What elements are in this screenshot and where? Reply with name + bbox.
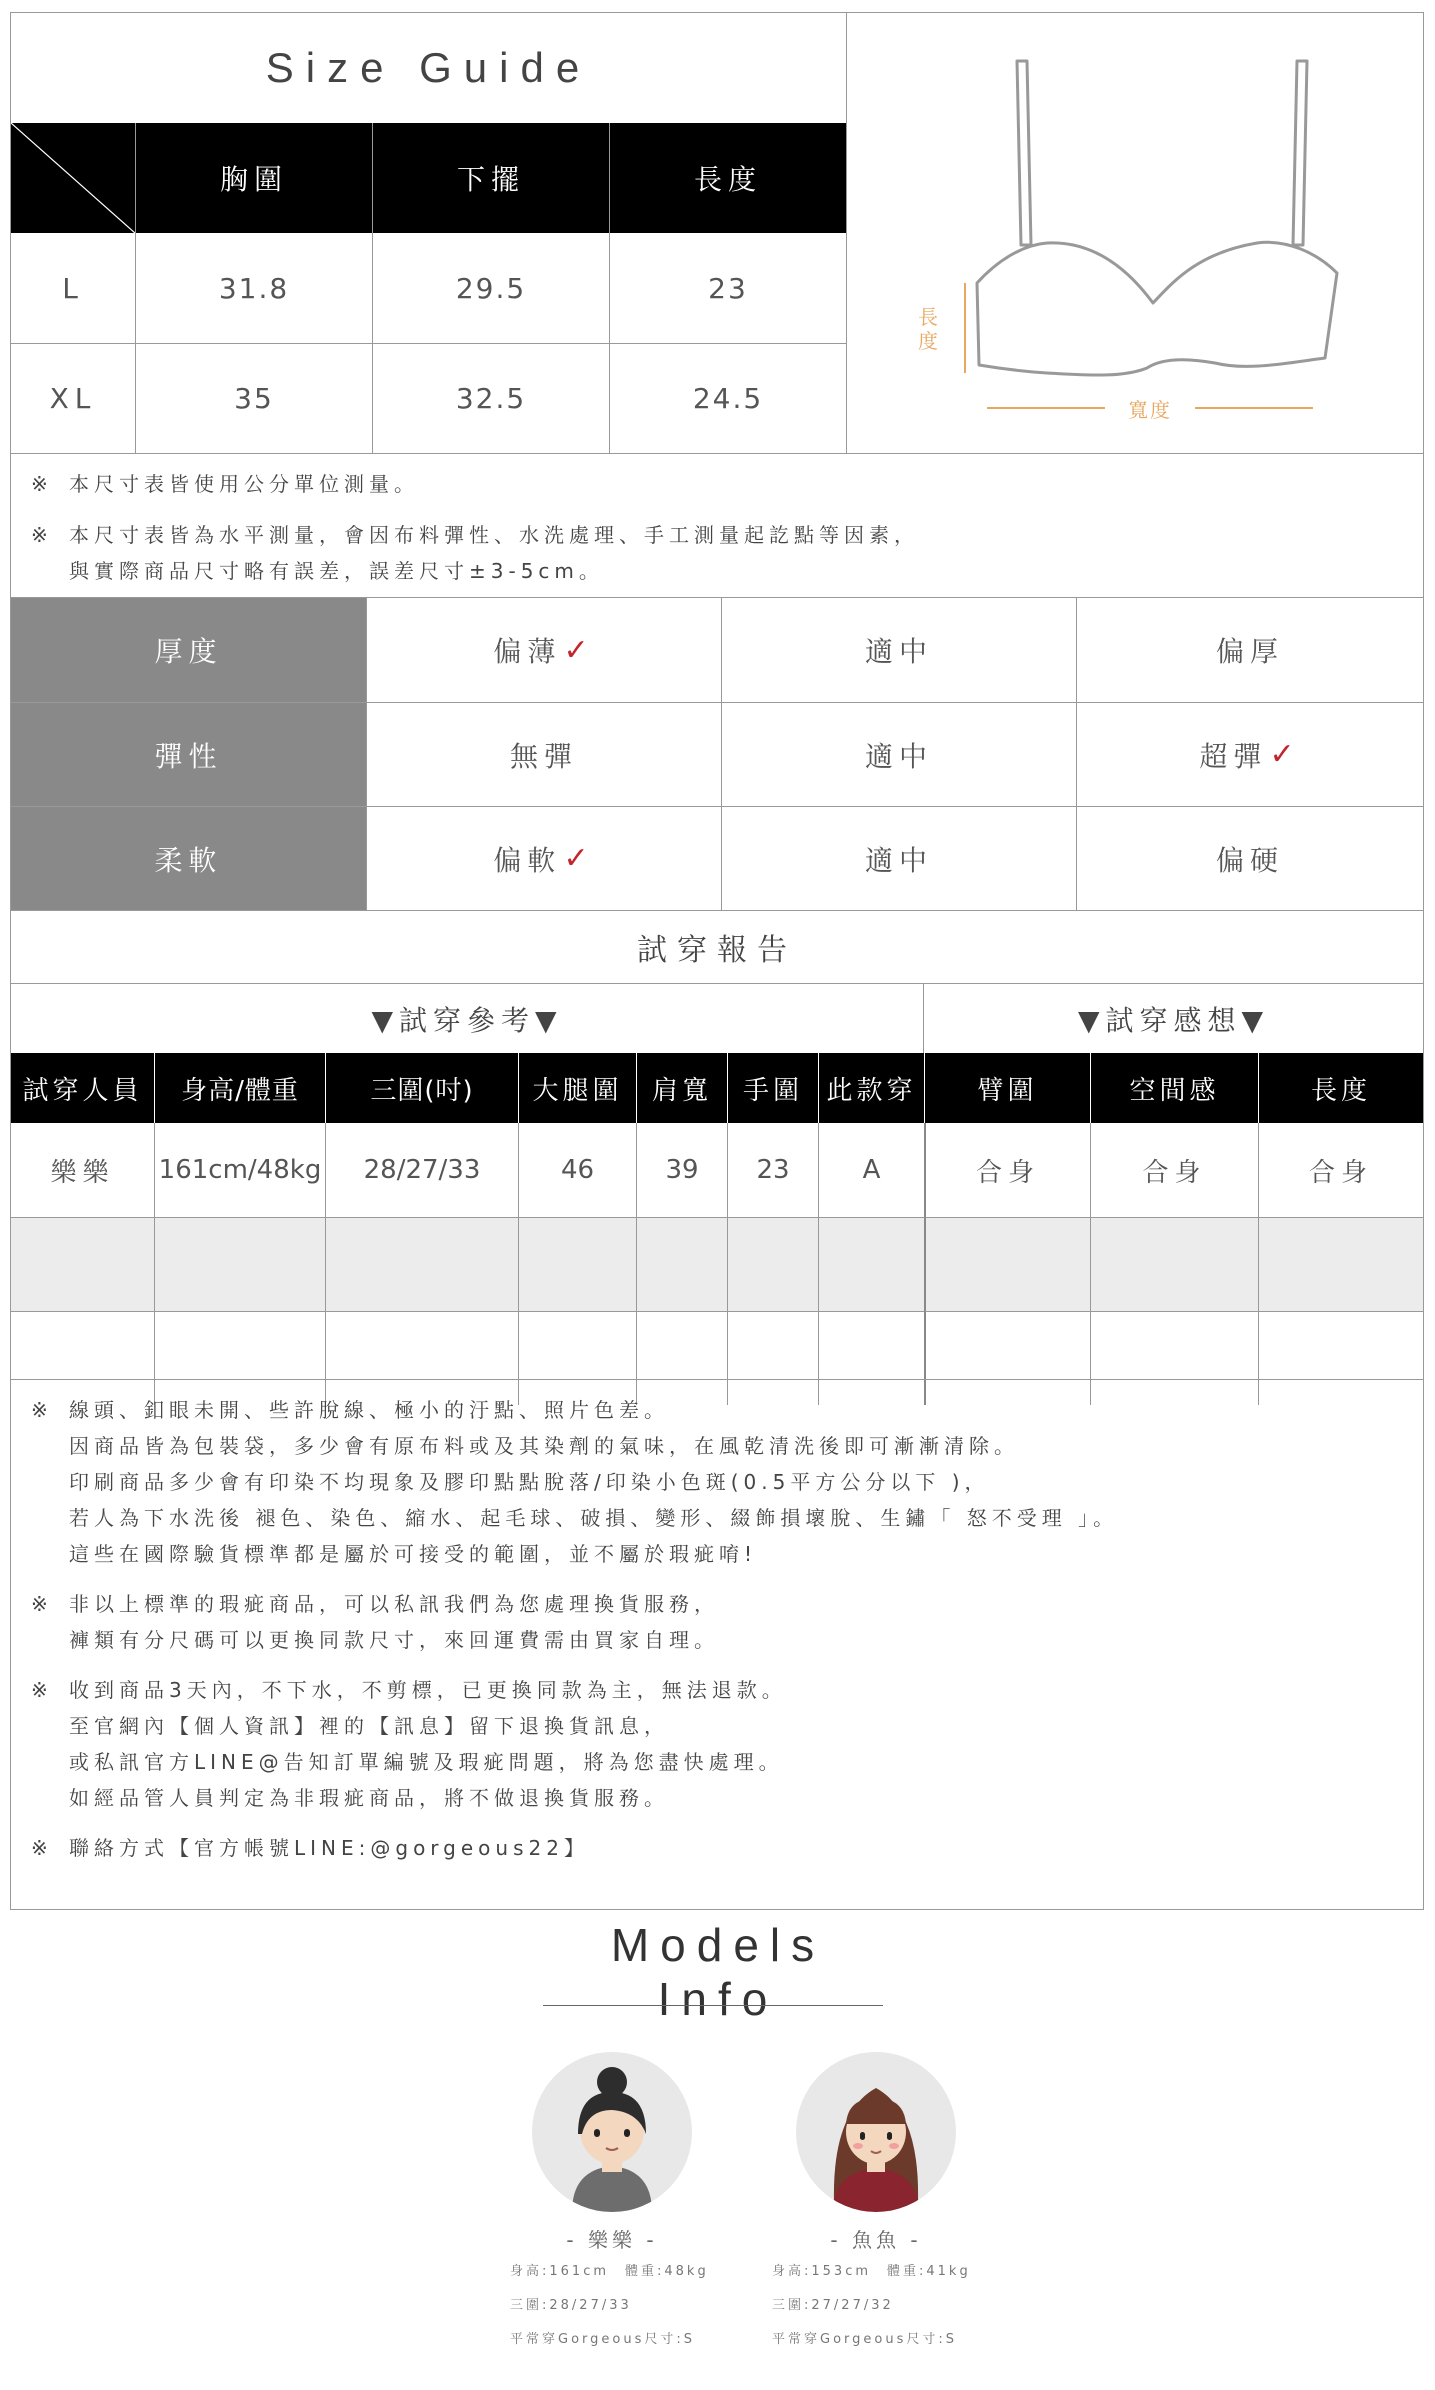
size-cell: 29.5 [372, 233, 609, 343]
note-line: 本尺寸表皆使用公分單位測量。 [69, 472, 419, 496]
try-on-cell: 28/27/33 [325, 1123, 518, 1217]
note-mark: ※ [31, 472, 53, 496]
size-table-corner [11, 123, 135, 233]
size-cell: 24.5 [609, 343, 846, 453]
try-on-feeling-heading: ▼試穿感想▼ [923, 984, 1423, 1054]
diagram-width-label: 寬度 [1128, 397, 1172, 422]
attribute-option-label: 適中 [864, 843, 933, 877]
size-label-xl: XL [49, 381, 97, 415]
attribute-option-label: 適中 [864, 635, 933, 668]
size-cell: 35 [135, 343, 372, 453]
size-cell: 32.5 [372, 343, 609, 453]
attribute-option-label: 偏硬 [1215, 843, 1284, 877]
model-usual-size: 平常穿Gorgeous尺寸:S [772, 2332, 957, 2347]
try-on-header-upper-arm: 臂圍 [924, 1053, 1090, 1123]
disclaimer-line: 線頭、釦眼未開、些許脫線、極小的汙點、照片色差。 [69, 1398, 669, 1422]
try-on-header-length: 長度 [1258, 1053, 1423, 1123]
avatar [532, 2052, 692, 2212]
attribute-label: 柔軟 [11, 806, 366, 910]
attribute-option [1076, 702, 1423, 806]
try-on-cell: 161cm/48kg [154, 1123, 325, 1217]
try-on-header-size-worn: 此款穿 [818, 1053, 924, 1123]
try-on-cell: 樂樂 [50, 1157, 115, 1188]
try-on-cell [154, 1217, 325, 1311]
try-on-cell [325, 1217, 518, 1311]
size-header-length: 長度 [609, 123, 846, 233]
try-on-header-tester: 試穿人員 [11, 1053, 154, 1123]
attribute-option-label: 無彈 [509, 739, 578, 773]
size-header-bust: 胸圍 [135, 123, 372, 233]
try-on-header-fit-room: 空間感 [1090, 1053, 1258, 1123]
try-on-cell [11, 1217, 154, 1311]
attribute-option-label: 超彈 [1199, 739, 1268, 773]
try-on-header-arm: 手圍 [727, 1053, 818, 1123]
diagram-length-label: 長度 [918, 305, 938, 353]
disclaimer-line: 非以上標準的瑕疵商品，可以私訊我們為您處理換貨服務， [69, 1592, 719, 1616]
model-measure: 三圍:27/27/32 [772, 2298, 894, 2313]
disclaimer-line: 若人為下水洗後 褪色、染色、縮水、起毛球、破損、變形、綴飾損壞脫、生鏽「 怒不受理 」。 [69, 1506, 1119, 1530]
model-stats: 身高:153cm 體重:41kg [772, 2264, 971, 2279]
bra-outline-icon [847, 13, 1423, 453]
model-stats: 身高:161cm 體重:48kg [510, 2264, 709, 2279]
try-on-header-shoulder: 肩寬 [636, 1053, 727, 1123]
try-on-cell [518, 1217, 636, 1311]
attribute-label: 彈性 [11, 702, 366, 806]
models-title: Models Info [610, 1919, 826, 2025]
avatar-bun-hair-icon [532, 2052, 692, 2212]
avatar [796, 2052, 956, 2212]
size-cell: 31.8 [135, 233, 372, 343]
try-on-header-height-weight: 身高/體重 [154, 1053, 325, 1123]
disclaimer-line: 印刷商品多少會有印染不均現象及膠印點點脫落/印染小色斑(0.5平方公分以下 )， [69, 1470, 990, 1494]
try-on-cell: 合身 [1258, 1123, 1423, 1217]
size-header-hem: 下擺 [372, 123, 609, 233]
disclaimer-line: 褲類有分尺碼可以更換同款尺寸，來回運費需由買家自理。 [69, 1628, 719, 1652]
attribute-option [721, 806, 1076, 910]
try-on-header-measurements: 三圍(吋) [325, 1053, 518, 1123]
try-on-cell: 23 [727, 1123, 818, 1217]
size-guide-block [10, 12, 1424, 598]
try-on-title: 試穿報告 [637, 933, 797, 968]
note-line: 與實際商品尺寸略有誤差，誤差尺寸±3-5cm。 [69, 559, 604, 583]
disclaimer-line: 因商品皆為包裝袋，多少會有原布料或及其染劑的氣味，在風乾清洗後即可漸漸清除。 [69, 1434, 1019, 1458]
attribute-option [366, 598, 721, 702]
attribute-table [10, 598, 1424, 910]
checkmark-icon: ✓ [1269, 737, 1301, 772]
try-on-cell [636, 1217, 727, 1311]
try-on-cell: 46 [518, 1123, 636, 1217]
model-name: - 樂樂 - [566, 2227, 658, 2252]
try-on-cell: A [818, 1123, 924, 1217]
attribute-option [721, 702, 1076, 806]
attribute-option [366, 806, 721, 910]
note-mark: ※ [31, 1398, 53, 1422]
try-on-block [10, 910, 1424, 1910]
attribute-option [1076, 806, 1423, 910]
model-name: - 魚魚 - [830, 2227, 922, 2252]
try-on-cell [818, 1217, 924, 1311]
size-cell: 23 [609, 233, 846, 343]
disclaimer-line: 至官網內【個人資訊】裡的【訊息】留下退換貨訊息， [69, 1714, 669, 1738]
checkmark-icon: ✓ [563, 841, 595, 876]
models-title-underline [543, 2005, 883, 2006]
disclaimer-line: 收到商品3天內，不下水，不剪標，已更換同款為主，無法退款。 [69, 1678, 787, 1702]
note-mark: ※ [31, 1836, 53, 1860]
disclaimer-line: 如經品管人員判定為非瑕疵商品，將不做退換貨服務。 [69, 1786, 669, 1810]
try-on-cell: 39 [636, 1123, 727, 1217]
note-line: 本尺寸表皆為水平測量，會因布料彈性、水洗處理、手工測量起訖點等因素， [69, 523, 919, 547]
try-on-cell [1090, 1217, 1258, 1311]
try-on-cell: 合身 [1090, 1123, 1258, 1217]
try-on-cell [924, 1217, 1090, 1311]
try-on-table [11, 1053, 1423, 1379]
attribute-option-label: 偏軟 [493, 843, 562, 877]
attribute-option-label: 偏厚 [1215, 635, 1284, 668]
disclaimer-notes [11, 1379, 1423, 1909]
disclaimer-line: 或私訊官方LINE@告知訂單編號及瑕疵問題，將為您盡快處理。 [69, 1750, 784, 1774]
size-label-l: L [62, 271, 84, 305]
disclaimer-line: 聯絡方式【官方帳號LINE:@gorgeous22】 [69, 1836, 589, 1860]
try-on-header-thigh: 大腿圍 [518, 1053, 636, 1123]
disclaimer-line: 這些在國際驗貨標準都是屬於可接受的範圍，並不屬於瑕疵唷! [69, 1542, 758, 1566]
attribute-option-label: 適中 [864, 739, 933, 773]
try-on-cell: 合身 [924, 1123, 1090, 1217]
bra-diagram [847, 13, 1423, 453]
try-on-cell [1258, 1217, 1423, 1311]
checkmark-icon: ✓ [563, 632, 595, 668]
attribute-option [366, 702, 721, 806]
attribute-label: 厚度 [11, 598, 366, 702]
avatar-long-hair-icon [796, 2052, 956, 2212]
model-usual-size: 平常穿Gorgeous尺寸:S [510, 2332, 695, 2347]
note-mark: ※ [31, 1678, 53, 1702]
size-notes [11, 453, 1423, 597]
note-mark: ※ [31, 1592, 53, 1616]
model-measure: 三圍:28/27/33 [510, 2298, 632, 2313]
try-on-reference-heading: ▼試穿參考▼ [371, 1004, 563, 1037]
attribute-option [1076, 598, 1423, 702]
size-guide-title: Size Guide [265, 44, 592, 91]
try-on-cell [727, 1217, 818, 1311]
attribute-option [721, 598, 1076, 702]
attribute-option-label: 偏薄 [493, 635, 562, 668]
note-mark: ※ [31, 523, 53, 547]
try-on-subheader-row [11, 983, 1423, 1053]
